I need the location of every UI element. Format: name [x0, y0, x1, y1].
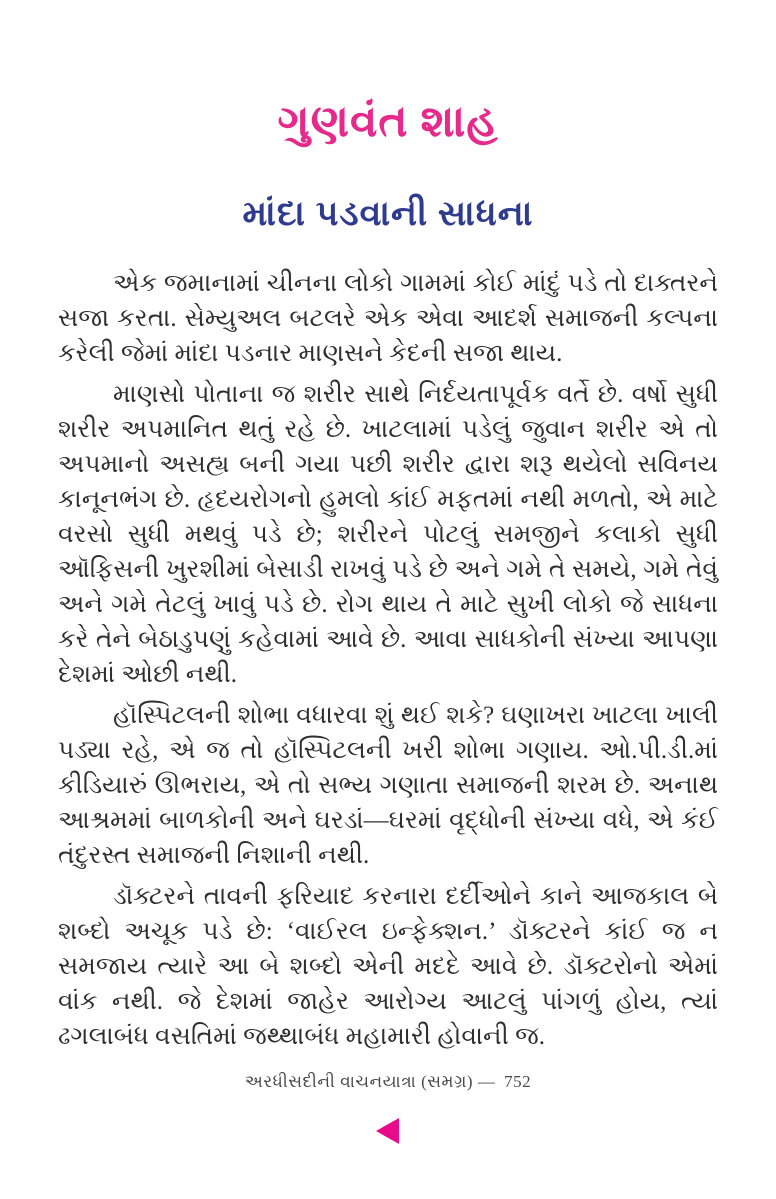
article-title: માંદા પડવાની સાધના — [242, 194, 534, 233]
author-name: ગુણવંત શાહ — [277, 97, 499, 146]
page-footer — [0, 1072, 776, 1092]
body-paragraph: ડૉક્ટરને તાવની ફરિયાદ કરનારા દર્દીઓને કાને આજકાલ બે શબ્દો અચૂક પડે છે: ‘વાઈરલ ઇન્ફેક્શન.’ ડૉક્ટરને કાંઈ જ ન સમજાય ત્યારે આ બે શબ્દો એની મદદે આવે છે. ડૉક્ટરોનો એમાં વાંક નથી. જે દેશમાં જાહેર આરોગ્ય આટલું પાંગળું હોય, ત્યાં ઢગલાબંધ વસતિમાં જથ્થાબંધ મહામારી હોવાની જ. — [58, 883, 718, 1050]
prev-page-icon[interactable] — [376, 1118, 399, 1144]
footer-book-title: અરધીસદીની વાચનયાત્રા (સમગ્ર) — — [244, 1072, 496, 1091]
body-paragraph: હૉસ્પિટલની શોભા વધારવા શું થઈ શકે? ઘણાખરા ખાટલા ખાલી પડ્યા રહે, એ જ તો હૉસ્પિટલની ખરી શોભા ગણાય. ઓ.પી.ડી.માં કીડિયારું ઊભરાય, એ તો સભ્ય ગણાતા સમાજની શરમ છે. અનાથ આશ્રમમાં બાળકોની અને ઘરડાં—ઘરમાં વૃદ્ધોની સંખ્યા વધે, એ કંઈ તંદુરસ્ત સમાજની નિશાની નથી. — [58, 702, 718, 869]
body-paragraph: માણસો પોતાના જ શરીર સાથે નિર્દયતાપૂર્વક વર્તે છે. વર્ષો સુધી શરીર અપમાનિત થતું રહે છે. ખાટલામાં પડેલું જુવાન શરીર એ તો અપમાનો અસહ્ય બની ગયા પછી શરીર દ્વારા શરૂ થયેલો સવિનય કાનૂનભંગ છે. હૃદયરોગનો હુમલો કાંઈ મફતમાં નથી મળતો, એ માટે વરસો સુધી મથવું પડે છે; શરીરને પોટલું સમજીને કલાકો સુધી ઑફિસની ખુરશીમાં બેસાડી રાખવું પડે છે અને ગમે તે સમયે, ગમે તેવું અને ગમે તેટલું ખાવું પડે છે. રોગ થાય તે માટે સુખી લોકો જે સાધના કરે તેને બેઠાડુપણું કહેવામાં આવે છે. આવા સાધકોની સંખ્યા આપણા દેશમાં ઓછી નથી. — [58, 381, 718, 688]
footer-page-number: 752 — [504, 1072, 532, 1091]
article-body — [58, 266, 718, 1054]
body-paragraph: એક જમાનામાં ચીનના લોકો ગામમાં કોઈ માંદું પડે તો દાક્તરને સજા કરતા. સેમ્યુઅલ બટલરે એક એવા આદર્શ સમાજની કલ્પના કરેલી જેમાં માંદા પડનાર માણસને કેદની સજા થાય. — [58, 270, 718, 367]
